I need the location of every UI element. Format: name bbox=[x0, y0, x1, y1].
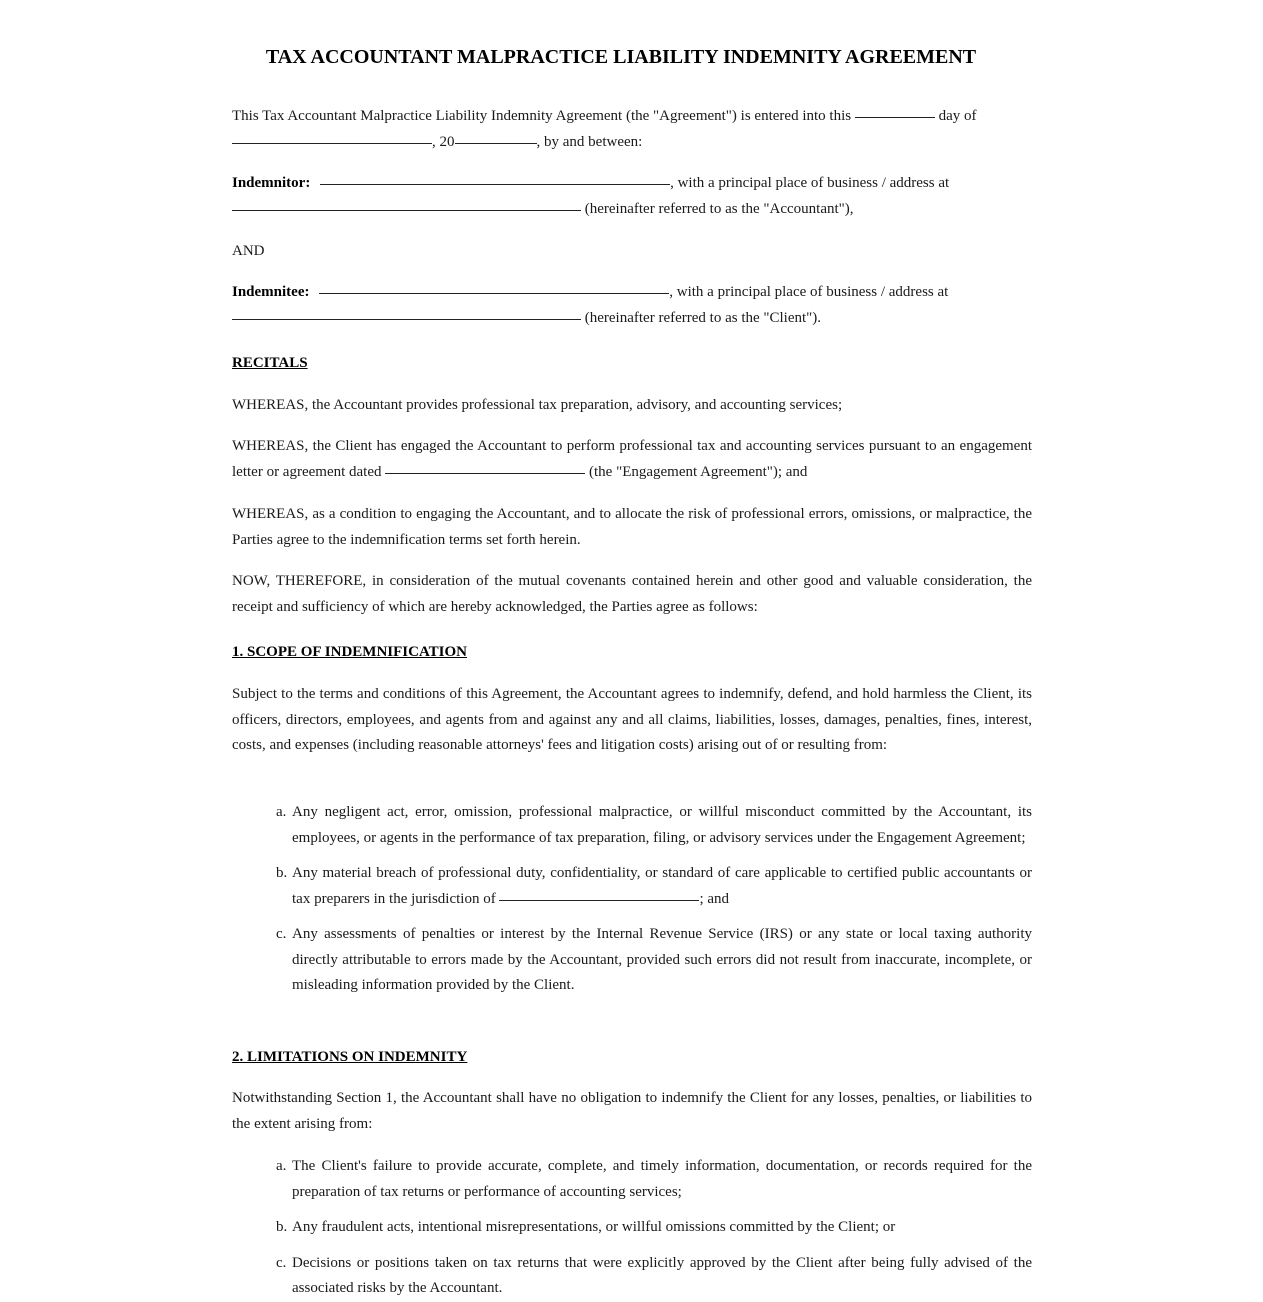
jurisdiction-blank[interactable] bbox=[499, 899, 699, 901]
indemnitor-address-text: , with a principal place of business / address at bbox=[670, 175, 950, 191]
engagement-date-blank[interactable] bbox=[385, 472, 585, 474]
intro-paragraph bbox=[232, 104, 1032, 155]
indemnitee-label: Indemnitee: bbox=[232, 284, 310, 300]
document-title: TAX ACCOUNTANT MALPRACTICE LIABILITY INDEMNITY AGREEMENT bbox=[265, 46, 977, 68]
list-marker: b. bbox=[276, 1219, 288, 1235]
indemnitor-address-blank[interactable] bbox=[232, 209, 581, 211]
section-2-list bbox=[232, 1154, 1032, 1302]
day-blank[interactable] bbox=[855, 116, 935, 118]
indemnitee-address-blank[interactable] bbox=[232, 318, 581, 320]
month-blank[interactable] bbox=[232, 142, 432, 144]
indemnitor-referred-text: (hereinafter referred to as the "Accountant"), bbox=[584, 200, 854, 217]
recital-2-text: WHEREAS, the Client has engaged the Accountant to perform professional tax and accounting services pursuant to an engagement letter or agreement dated bbox=[232, 438, 1032, 480]
intro-by-and-between: , by and between: bbox=[536, 133, 643, 150]
intro-day-of: day of bbox=[938, 108, 977, 124]
section-1-intro: Subject to the terms and conditions of this Agreement, the Accountant agrees to indemnify, defend, and hold harmless the Client, its officers, directors, employees, and agents from and against any and all claims, liabilities, losses, damages, penalties, fines, interest, costs, and expenses (including reasonable attorneys' fees and litigation costs) arising out of or resulting from: bbox=[232, 686, 1032, 753]
list-item-text: Any assessments of penalties or interest by the Internal Revenue Service (IRS) or any state or local taxing authority directly attributable to errors made by the Accountant, provided such errors did not result from inaccurate, incomplete, or misleading information provided by the Client. bbox=[292, 926, 1032, 993]
recitals-heading: RECITALS bbox=[232, 355, 308, 371]
list-marker: c. bbox=[276, 1254, 287, 1271]
list-marker: a. bbox=[276, 804, 287, 820]
list-item bbox=[232, 1251, 1032, 1302]
intro-text: This Tax Accountant Malpractice Liability Indemnity Agreement (the "Agreement") is entered into this bbox=[232, 108, 852, 124]
indemnitee-address-text: , with a principal place of business / address at bbox=[669, 284, 949, 300]
recital-4: NOW, THEREFORE, in consideration of the mutual covenants contained herein and other good and valuable consideration, the receipt and sufficiency of which are hereby acknowledged, the Parties agree as follows: bbox=[232, 573, 1032, 615]
list-item-text: Any material breach of professional duty, confidentiality, or standard of care applicable to certified public accountants or tax preparers in the jurisdiction of bbox=[292, 865, 1032, 907]
list-item-text: The Client's failure to provide accurate, complete, and timely information, documentation, or records required for the preparation of tax returns or performance of accounting services; bbox=[292, 1158, 1032, 1200]
list-item-text: Any fraudulent acts, intentional misrepresentations, or willful omissions committed by the Client; or bbox=[292, 1219, 896, 1235]
indemnitor-paragraph bbox=[232, 171, 1032, 222]
section-2-intro: Notwithstanding Section 1, the Accountant shall have no obligation to indemnify the Client for any losses, penalties, or liabilities to the extent arising from: bbox=[232, 1090, 1032, 1132]
list-item-text: ; and bbox=[699, 890, 730, 907]
list-item bbox=[232, 1154, 1032, 1205]
indemnitee-referred-text: (hereinafter referred to as the "Client"). bbox=[584, 309, 822, 326]
intro-year-prefix: , 20 bbox=[432, 133, 455, 150]
list-marker: a. bbox=[276, 1158, 287, 1174]
indemnitee-name-blank[interactable] bbox=[319, 292, 669, 294]
recital-2-engagement: (the "Engagement Agreement"); and bbox=[589, 463, 808, 480]
recital-1: WHEREAS, the Accountant provides professional tax preparation, advisory, and accounting services; bbox=[232, 397, 843, 413]
list-item-text: Any negligent act, error, omission, professional malpractice, or willful misconduct committed by the Accountant, its employees, or agents in the performance of tax preparation, filing, or advisory services under the Engagement Agreement; bbox=[292, 804, 1032, 846]
indemnitor-label: Indemnitor: bbox=[232, 175, 311, 191]
list-item-text: Decisions or positions taken on tax returns that were explicitly approved by the Client after being fully advised of the associated risks by the Accountant. bbox=[292, 1254, 1032, 1296]
list-item bbox=[232, 922, 1032, 999]
recital-3: WHEREAS, as a condition to engaging the Accountant, and to allocate the risk of professional errors, omissions, or malpractice, the Parties agree to the indemnification terms set forth herein. bbox=[232, 506, 1032, 548]
list-item bbox=[232, 861, 1032, 912]
list-item bbox=[232, 1215, 1032, 1241]
year-blank[interactable] bbox=[455, 142, 537, 144]
and-text: AND bbox=[232, 243, 265, 259]
list-marker: b. bbox=[276, 865, 288, 881]
list-item bbox=[232, 800, 1032, 851]
recital-2 bbox=[232, 434, 1032, 485]
indemnitor-name-blank[interactable] bbox=[320, 183, 670, 185]
indemnitee-paragraph bbox=[232, 280, 1032, 331]
section-2-heading: 2. LIMITATIONS ON INDEMNITY bbox=[232, 1049, 468, 1065]
list-marker: c. bbox=[276, 926, 287, 942]
section-1-heading: 1. SCOPE OF INDEMNIFICATION bbox=[232, 644, 468, 660]
section-1-list bbox=[232, 800, 1032, 999]
